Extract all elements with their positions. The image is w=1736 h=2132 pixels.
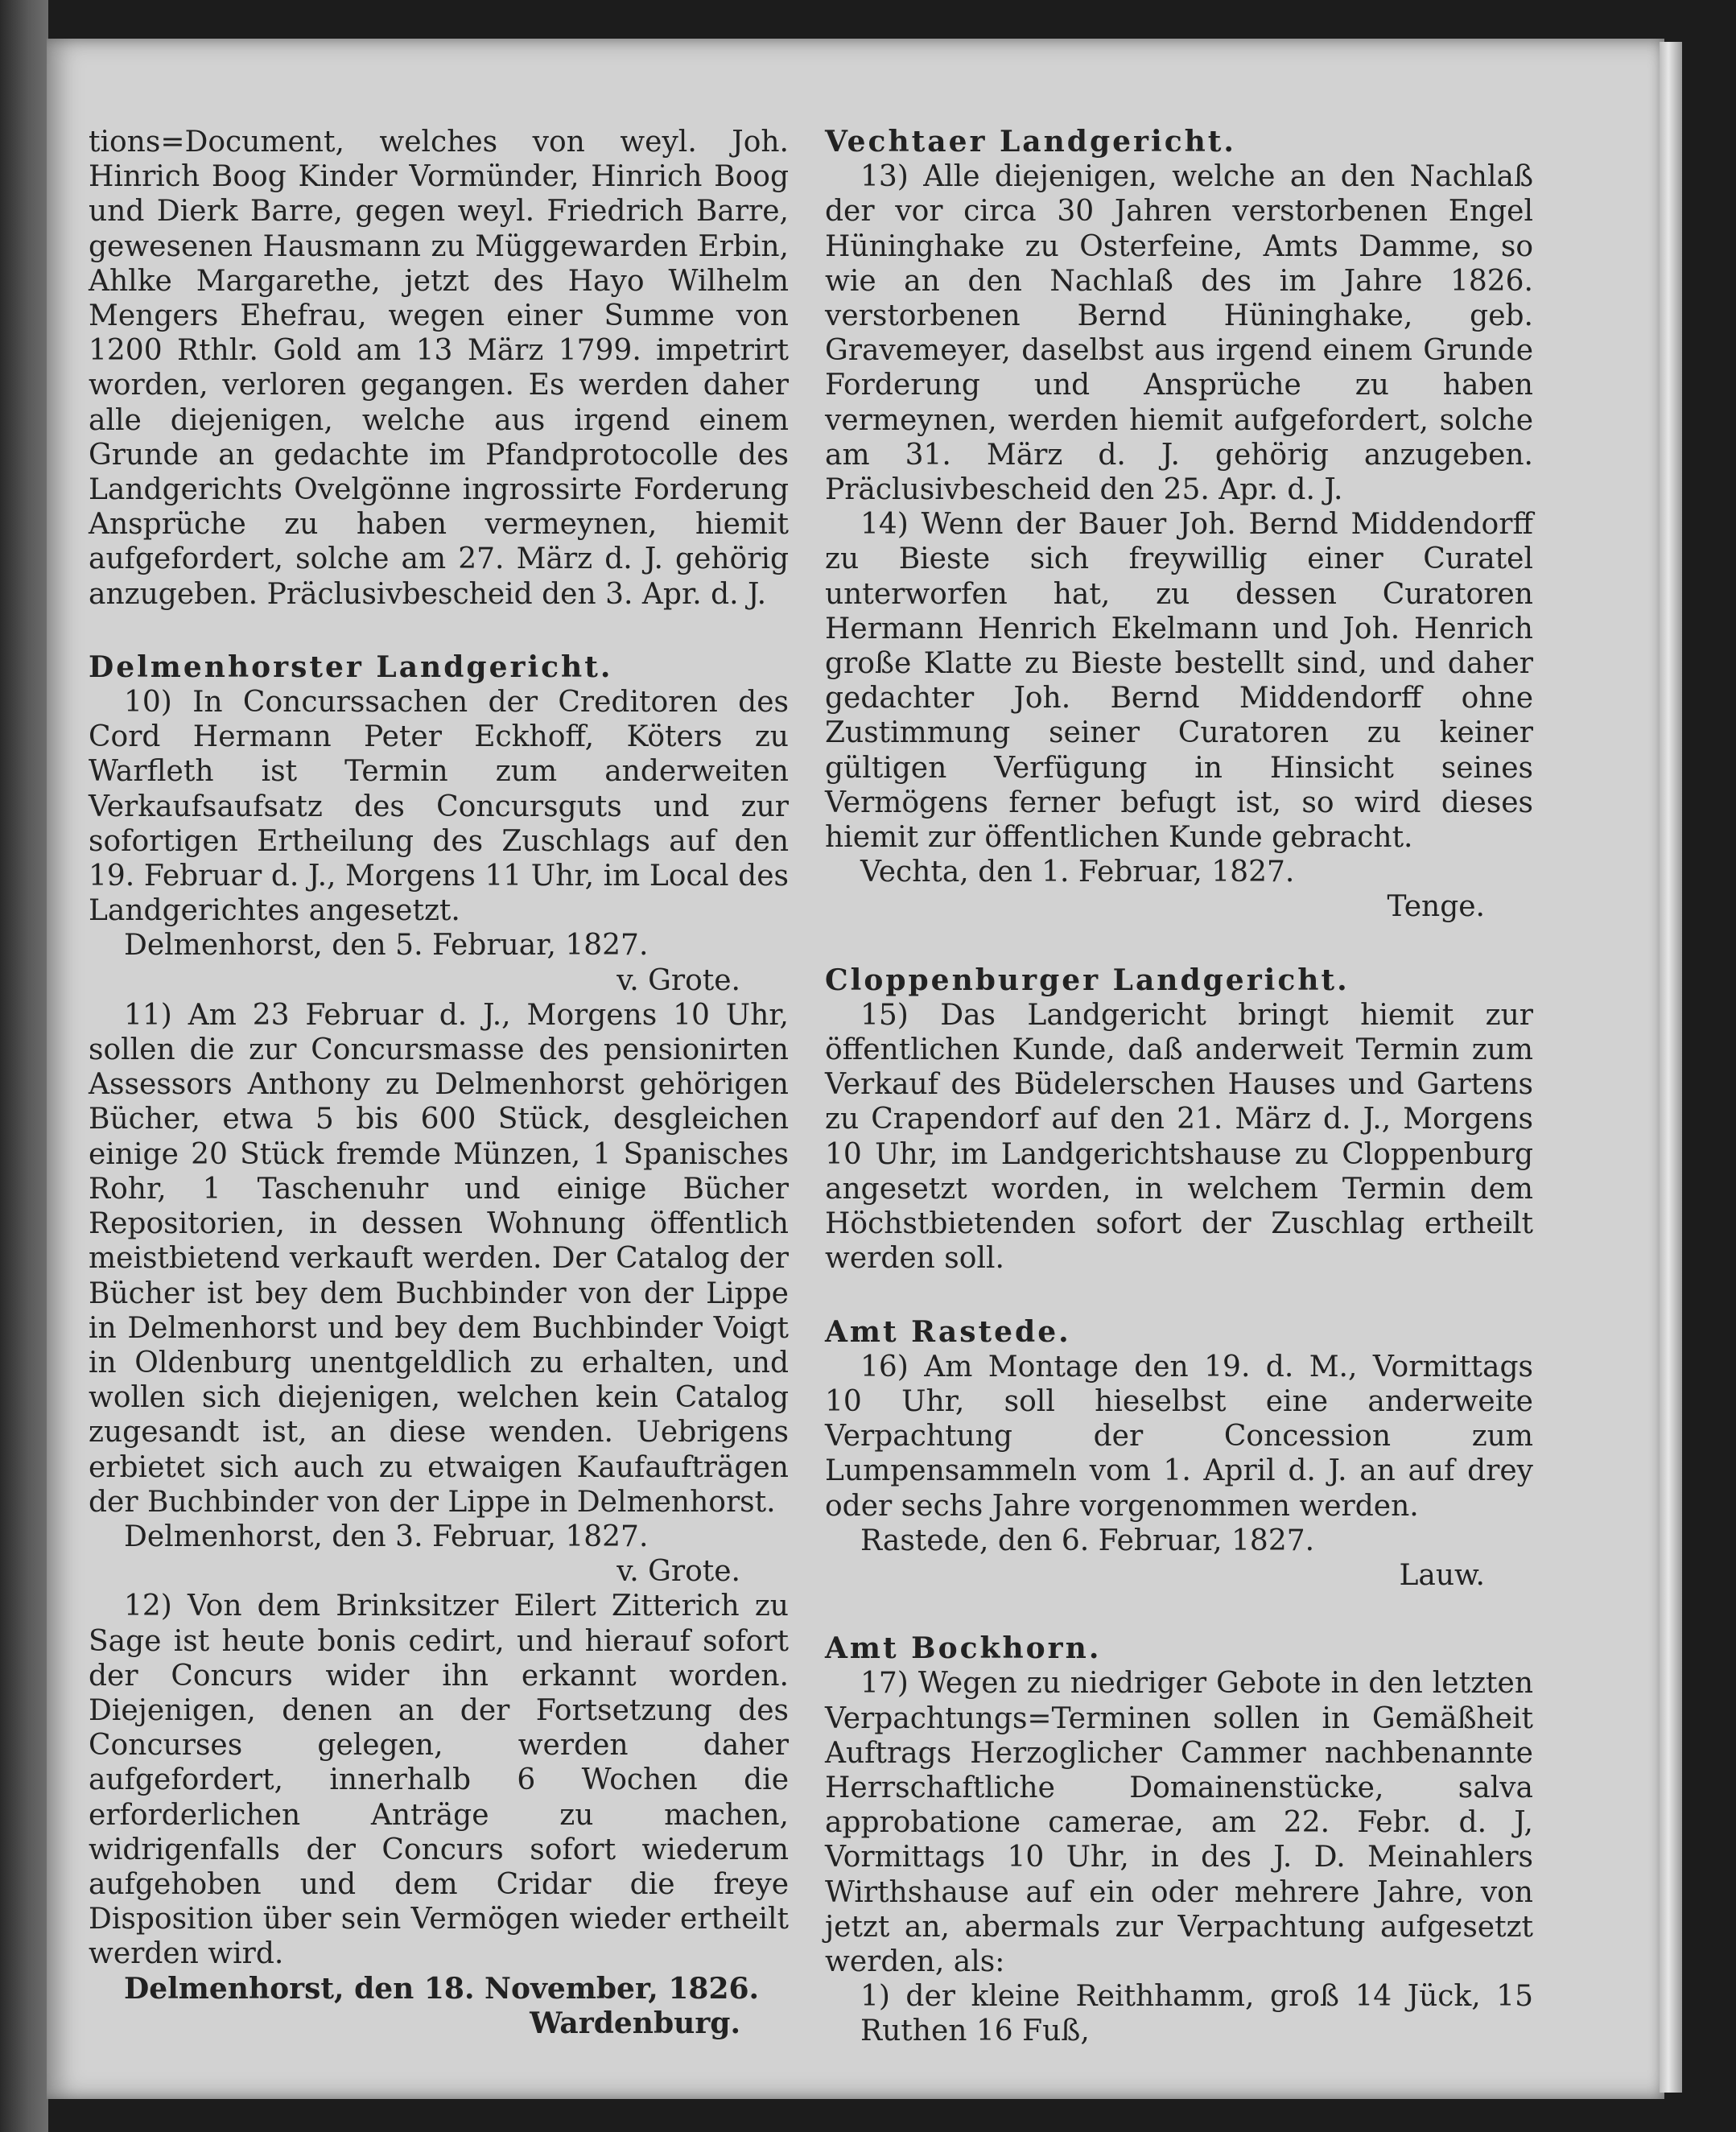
notice-10: 10) In Concurssachen der Creditoren des Cord Hermann Peter Eckhoff, Köters zu Warfleth ist Termin zum anderweiten Verkaufsaufsatz des Concursguts und zur sofortigen Ertheilung des Zuschlags auf den 19. Februar d. J., Morgens 11 Uhr, im Local des Landgerichtes angesetzt. [89,686,789,928]
section-heading-rastede: Amt Rastede. [825,1314,1071,1349]
notice-14-signature: Tenge. [1387,890,1485,924]
section-heading-cloppenburg: Cloppenburger Landgericht. [825,963,1350,997]
section-heading-delmenhorst: Delmenhorster Landgericht. [89,649,613,684]
section-heading-bockhorn: Amt Bockhorn. [825,1631,1102,1666]
notice-16-place-date: Rastede, den 6. Februar, 1827. [860,1524,1315,1557]
notice-12-place-date: Delmenhorst, den 18. November, 1826. [124,1971,760,2006]
notice-16: 16) Am Montage den 19. d. M., Vormittags 10 Uhr, soll hieselbst eine anderweite Verpachtung der Concession zum Lumpensammeln vom 1. April d. J. an auf drey oder sechs Jahre vorgenommen werden. [825,1350,1533,1523]
continued-paragraph: tions=Document, welches von weyl. Joh. Hinrich Boog Kinder Vormünder, Hinrich Boog und Dierk Barre, gegen weyl. Friedrich Barre, gewesenen Hausmann zu Müggewarden Erbin, Ahlke Margarethe, jetzt des Hayo Wilhelm Mengers Ehefrau, wegen einer Summe von 1200 Rthlr. Gold am 13 März 1799. impetrirt worden, verloren gegangen. Es werden daher alle diejenigen, welche aus irgend einem Grunde an gedachte im Pfandprotocolle des Landgerichts Ovelgönne ingrossirte Forderung Ansprüche zu haben vermeynen, hiemit aufgefordert, solche am 27. März d. J. gehörig anzugeben. Präclusivbescheid den 3. Apr. d. J. [89,126,789,611]
notice-17: 17) Wegen zu niedriger Gebote in den letzten Verpachtungs=Terminen sollen in Gemäßheit Auftrags Herzoglicher Cammer nachbenannte Herrschaftliche Domainenstücke, salva approbatione camerae, am 22. Febr. d. J, Vormittags 10 Uhr, in des J. D. Meinahlers Wirthshause auf ein oder mehrere Jahre, von jetzt an, abermals zur Verpachtung aufgesetzt werden, als: [825,1667,1533,1978]
notice-15: 15) Das Landgericht bringt hiemit zur öffentlichen Kunde, daß anderweit Termin zum Verkauf des Büdelerschen Hauses und Gartens zu Crapendorf auf den 21. März d. J., Morgens 10 Uhr, im Landgerichtshause zu Cloppenburg angesetzt worden, in welchem Termin dem Höchstbietenden sofort der Zuschlag ertheilt werden soll. [825,998,1533,1276]
page-edge [1660,42,1682,2093]
notice-16-signature: Lauw. [1399,1558,1485,1592]
right-column [825,125,1533,2049]
notice-10-signature: v. Grote. [616,963,740,997]
left-column [89,125,789,2041]
notice-14-place-date: Vechta, den 1. Februar, 1827. [860,856,1295,889]
section-heading-vechta: Vechtaer Landgericht. [825,125,1236,159]
notice-11: 11) Am 23 Februar d. J., Morgens 10 Uhr, sollen die zur Concursmasse des pensionirten Assessors Anthony zu Delmenhorst gehörigen Bücher, etwa 5 bis 600 Stück, desgleichen einige 20 Stück fremde Münzen, 1 Spanisches Rohr, 1 Taschenuhr und einige Bücher Repositorien, in dessen Wohnung öffentlich meistbietend verkauft werden. Der Catalog der Bücher ist bey dem Buchbinder von der Lippe in Delmenhorst und bey dem Buchbinder Voigt in Oldenburg unentgeldlich zu erhalten, und wollen sich diejenigen, welchen kein Catalog zugesandt ist, an diese wenden. Uebrigens erbietet sich auch zu etwaigen Kaufaufträgen der Buchbinder von der Lippe in Delmenhorst. [89,998,789,1519]
notice-13: 13) Alle diejenigen, welche an den Nachlaß der vor circa 30 Jahren verstorbenen Engel Hüninghake zu Osterfeine, Amts Damme, so wie an den Nachlaß des im Jahre 1826. verstorbenen Bernd Hüninghake, geb. Gravemeyer, daselbst aus irgend einem Grunde Forderung und Ansprüche zu haben vermeynen, werden hiemit aufgefordert, solche am 31. März d. J. gehörig anzugeben. Präclusivbescheid den 25. Apr. d. J. [825,160,1533,507]
notice-14: 14) Wenn der Bauer Joh. Bernd Middendorff zu Bieste sich freywillig einer Curatel unterworfen hat, zu dessen Curatoren Hermann Henrich Ekelmann und Joh. Henrich große Klatte zu Bieste bestellt sind, und daher gedachter Joh. Bernd Middendorff ohne Zustimmung seiner Curatoren zu keiner gültigen Verfügung in Hinsicht seines Vermögens ferner befugt ist, so wird dieses hiemit zur öffentlichen Kunde gebracht. [825,508,1533,855]
notice-10-place-date: Delmenhorst, den 5. Februar, 1827. [124,929,649,963]
notice-11-signature: v. Grote. [616,1555,740,1589]
notice-11-place-date: Delmenhorst, den 3. Februar, 1827. [124,1520,649,1553]
notice-12-signature: Wardenburg. [530,2006,740,2040]
notice-17-item-1: 1) der kleine Reithhamm, groß 14 Jück, 15 Ruthen 16 Fuß, [860,1980,1533,2048]
book-gutter [0,0,48,2132]
notice-12: 12) Von dem Brinksitzer Eilert Zitterich zu Sage ist heute bonis cedirt, und hierauf sofort der Concurs wider ihn erkannt worden. Diejenigen, denen an der Fortsetzung des Concurses gelegen, werden daher aufgefordert, innerhalb 6 Wochen die erforderlichen Anträge zu machen, widrigenfalls der Concurs sofort wiederum aufgehoben und dem Cridar die freye Disposition über sein Vermögen wieder ertheilt werden wird. [89,1590,789,1971]
